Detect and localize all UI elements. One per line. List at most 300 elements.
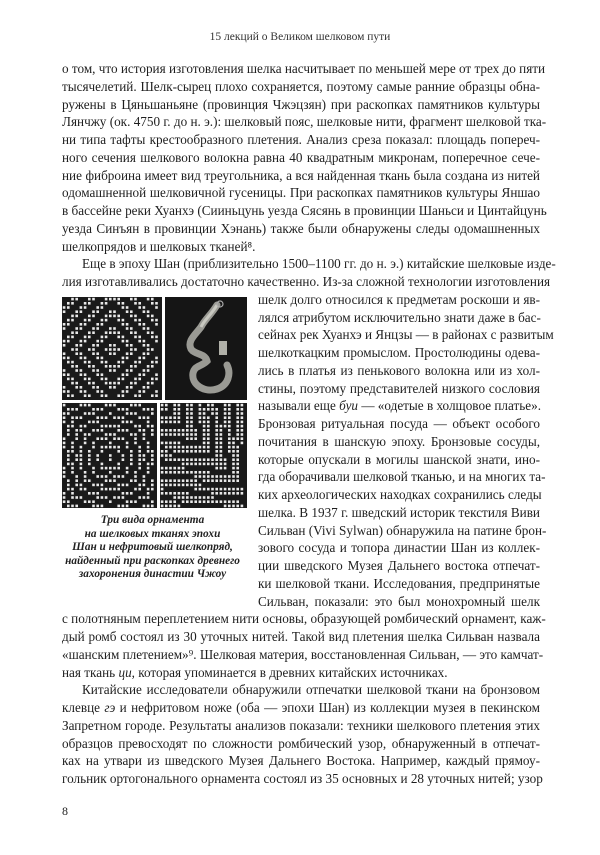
text-line: ная ткань ци, которая упоминается в древних китайских источниках. (62, 664, 448, 680)
pattern-dot (203, 463, 206, 466)
pattern-dot (92, 352, 95, 355)
pattern-dot (126, 412, 129, 415)
pattern-dot (126, 357, 129, 360)
pattern-dot (75, 475, 78, 478)
pattern-dot (194, 496, 197, 499)
pattern-dot (71, 467, 74, 470)
pattern-dot (96, 496, 99, 499)
pattern-dot (228, 408, 231, 411)
pattern-dot (117, 467, 120, 470)
pattern-dot (178, 458, 181, 461)
pattern-dot (143, 369, 146, 372)
pattern-dot (236, 492, 239, 495)
pattern-dot (215, 475, 218, 478)
pattern-dot (236, 475, 239, 478)
pattern-dot (117, 475, 120, 478)
pattern-dot (109, 386, 112, 389)
pattern-dot (88, 378, 91, 381)
pattern-dot (122, 302, 125, 305)
pattern-dot (147, 365, 150, 368)
pattern-dot (88, 365, 91, 368)
pattern-dot (151, 394, 154, 397)
pattern-dot (143, 458, 146, 461)
pattern-dot (80, 344, 83, 347)
pattern-dot (117, 429, 120, 432)
pattern-dot (147, 348, 150, 351)
pattern-dot (186, 408, 189, 411)
pattern-dot (92, 412, 95, 415)
pattern-dot (63, 492, 66, 495)
pattern-dot (182, 500, 185, 503)
pattern-dot (92, 492, 95, 495)
pattern-dot (80, 404, 83, 407)
pattern-dot (80, 425, 83, 428)
pattern-dot (199, 446, 202, 449)
pattern-dot (63, 340, 66, 343)
pattern-dot (232, 492, 235, 495)
pattern-dot (155, 390, 158, 393)
pattern-dot (169, 500, 172, 503)
pattern-dot (215, 492, 218, 495)
pattern-dot (126, 471, 129, 474)
pattern-dot (207, 488, 210, 491)
pattern-dot (105, 425, 108, 428)
pattern-dot (138, 404, 141, 407)
text-line: Запретном городе. Результаты анализов показали: техники шелкового плетения этих (62, 717, 540, 733)
pattern-dot (134, 500, 137, 503)
pattern-dot (207, 425, 210, 428)
pattern-dot (182, 433, 185, 436)
pattern-dot (113, 344, 116, 347)
pattern-dot (228, 425, 231, 428)
pattern-dot (113, 433, 116, 436)
pattern-dot (211, 463, 214, 466)
pattern-dot (67, 454, 70, 457)
pattern-dot (178, 421, 181, 424)
pattern-dot (228, 433, 231, 436)
pattern-dot (105, 394, 108, 397)
pattern-dot (92, 382, 95, 385)
pattern-dot (126, 369, 129, 372)
pattern-dot (75, 310, 78, 313)
pattern-dot (92, 471, 95, 474)
pattern-dot (113, 382, 116, 385)
pattern-dot (113, 348, 116, 351)
pattern-dot (165, 479, 168, 482)
pattern-dot (224, 479, 227, 482)
pattern-dot (88, 458, 91, 461)
pattern-dot (147, 408, 150, 411)
text-line: ного сечения шелкового волокна равна 40 квадратным микронам, поперечное сече- (62, 149, 540, 165)
pattern-dot (186, 433, 189, 436)
pattern-dot (113, 352, 116, 355)
pattern-dot (71, 450, 74, 453)
pattern-dot (71, 348, 74, 351)
pattern-dot (190, 463, 193, 466)
pattern-dot (143, 390, 146, 393)
pattern-dot (126, 323, 129, 326)
pattern-dot (105, 404, 108, 407)
pattern-dot (155, 394, 158, 397)
pattern-dot (194, 484, 197, 487)
pattern-dot (241, 421, 244, 424)
pattern-dot (126, 500, 129, 503)
pattern-dot (138, 454, 141, 457)
pattern-dot (151, 315, 154, 318)
pattern-dot (151, 412, 154, 415)
pattern-dot (117, 365, 120, 368)
pattern-dot (190, 412, 193, 415)
pattern-dot (96, 344, 99, 347)
pattern-dot (190, 425, 193, 428)
pattern-dot (203, 429, 206, 432)
text-line: лялся атрибутом исключительно знати даже в бас- (258, 309, 541, 325)
pattern-dot (117, 484, 120, 487)
pattern-dot (75, 348, 78, 351)
pattern-dot (75, 416, 78, 419)
pattern-dot (96, 386, 99, 389)
pattern-dot (101, 429, 104, 432)
pattern-dot (199, 412, 202, 415)
pattern-dot (75, 454, 78, 457)
pattern-dot (161, 416, 164, 419)
pattern-dot (161, 467, 164, 470)
pattern-dot (96, 369, 99, 372)
pattern-dot (113, 386, 116, 389)
pattern-dot (122, 323, 125, 326)
pattern-dot (178, 484, 181, 487)
pattern-dot (173, 479, 176, 482)
pattern-dot (75, 496, 78, 499)
pattern-dot (224, 412, 227, 415)
pattern-dot (63, 467, 66, 470)
pattern-dot (194, 463, 197, 466)
pattern-dot (101, 394, 104, 397)
pattern-dot (224, 467, 227, 470)
pattern-dot (96, 458, 99, 461)
pattern-dot (151, 458, 154, 461)
pattern-dot (113, 496, 116, 499)
pattern-dot (224, 475, 227, 478)
pattern-dot (186, 429, 189, 432)
text-line: ние фиброина имеет вид треугольника, а вся найденная ткань была создана из нитей (62, 167, 540, 183)
pattern-dot (130, 479, 133, 482)
pattern-dot (134, 471, 137, 474)
pattern-dot (117, 315, 120, 318)
pattern-dot (130, 310, 133, 313)
pattern-dot (122, 429, 125, 432)
pattern-dot (134, 365, 137, 368)
pattern-dot (173, 404, 176, 407)
pattern-dot (96, 352, 99, 355)
pattern-dot (96, 408, 99, 411)
pattern-dot (88, 331, 91, 334)
pattern-dot (75, 365, 78, 368)
pattern-dot (194, 488, 197, 491)
pattern-dot (109, 488, 112, 491)
pattern-dot (71, 336, 74, 339)
pattern-dot (134, 361, 137, 364)
pattern-dot (173, 408, 176, 411)
pattern-dot (224, 404, 227, 407)
pattern-dot (117, 496, 120, 499)
pattern-dot (63, 475, 66, 478)
pattern-dot (113, 437, 116, 440)
pattern-dot (109, 446, 112, 449)
pattern-dot (143, 306, 146, 309)
pattern-dot (228, 446, 231, 449)
pattern-dot (143, 386, 146, 389)
pattern-dot (101, 361, 104, 364)
pattern-dot (80, 429, 83, 432)
pattern-dot (80, 390, 83, 393)
pattern-dot (80, 488, 83, 491)
pattern-dot (80, 467, 83, 470)
pattern-dot (178, 471, 181, 474)
pattern-dot (178, 492, 181, 495)
pattern-dot (241, 433, 244, 436)
pattern-dot (122, 378, 125, 381)
pattern-dot (63, 446, 66, 449)
pattern-dot (117, 408, 120, 411)
pattern-dot (215, 488, 218, 491)
pattern-dot (75, 344, 78, 347)
pattern-dot (63, 500, 66, 503)
pattern-dot (215, 433, 218, 436)
pattern-dot (169, 484, 172, 487)
pattern-dot (199, 484, 202, 487)
pattern-dot (147, 496, 150, 499)
pattern-dot (67, 433, 70, 436)
pattern-dot (199, 421, 202, 424)
pattern-dot (134, 394, 137, 397)
pattern-dot (147, 488, 150, 491)
pattern-dot (165, 500, 168, 503)
pattern-dot (117, 302, 120, 305)
pattern-dot (84, 500, 87, 503)
pattern-dot (105, 298, 108, 301)
pattern-dot (71, 331, 74, 334)
pattern-dot (75, 429, 78, 432)
pattern-dot (224, 505, 227, 508)
pattern-dot (203, 416, 206, 419)
pattern-dot (134, 315, 137, 318)
pattern-dot (220, 429, 223, 432)
pattern-dot (109, 458, 112, 461)
pattern-dot (211, 404, 214, 407)
pattern-dot (138, 488, 141, 491)
pattern-dot (151, 500, 154, 503)
pattern-dot (207, 437, 210, 440)
pattern-dot (138, 425, 141, 428)
pattern-dot (130, 348, 133, 351)
pattern-dot (122, 458, 125, 461)
pattern-dot (109, 327, 112, 330)
pattern-dot (169, 421, 172, 424)
pattern-dot (182, 429, 185, 432)
pattern-dot (211, 500, 214, 503)
pattern-dot (215, 408, 218, 411)
pattern-dot (207, 450, 210, 453)
pattern-dot (138, 340, 141, 343)
pattern-dot (220, 479, 223, 482)
pattern-dot (63, 437, 66, 440)
pattern-dot (143, 496, 146, 499)
pattern-dot (80, 463, 83, 466)
pattern-dot (71, 463, 74, 466)
pattern-dot (96, 454, 99, 457)
pattern-dot (186, 496, 189, 499)
pattern-dot (211, 412, 214, 415)
pattern-dot (151, 361, 154, 364)
pattern-dot (155, 361, 158, 364)
pattern-dot (182, 446, 185, 449)
pattern-dot (207, 500, 210, 503)
pattern-dot (71, 408, 74, 411)
pattern-dot (67, 394, 70, 397)
pattern-dot (173, 496, 176, 499)
pattern-dot (109, 298, 112, 301)
pattern-dot (134, 442, 137, 445)
pattern-dot (101, 302, 104, 305)
pattern-dot (75, 458, 78, 461)
pattern-dot (241, 505, 244, 508)
pattern-dot (75, 331, 78, 334)
pattern-dot (190, 496, 193, 499)
pattern-dot (165, 458, 168, 461)
pattern-dot (232, 500, 235, 503)
pattern-dot (199, 500, 202, 503)
pattern-dot (199, 463, 202, 466)
text-line: Китайские исследователи обнаружили отпечатки шелковой ткани на бронзовом (82, 682, 540, 698)
pattern-dot (67, 378, 70, 381)
pattern-dot (134, 412, 137, 415)
pattern-dot (161, 454, 164, 457)
pattern-dot (143, 340, 146, 343)
ornament-pattern-2 (62, 403, 157, 508)
pattern-dot (169, 442, 172, 445)
caption-line: Три вида орнамента (100, 514, 205, 526)
pattern-dot (71, 361, 74, 364)
pattern-dot (147, 421, 150, 424)
text-line: «шанским плетением»⁹. Шелковая материя, восстановленная Сильван, — это камчат- (62, 646, 544, 662)
pattern-dot (151, 298, 154, 301)
pattern-dot (143, 327, 146, 330)
pattern-dot (109, 382, 112, 385)
pattern-dot (178, 496, 181, 499)
pattern-dot (130, 454, 133, 457)
pattern-dot (67, 408, 70, 411)
text-line: одомашненной шелковичной гусеницы. При раскопках памятников культуры Яншао (62, 185, 540, 201)
pattern-dot (169, 467, 172, 470)
pattern-dot (84, 394, 87, 397)
pattern-dot (88, 412, 91, 415)
pattern-dot (182, 463, 185, 466)
pattern-dot (236, 446, 239, 449)
pattern-dot (63, 373, 66, 376)
pattern-dot (155, 323, 158, 326)
text-line: Сильван (Vivi Sylwan) обнаружила на патине брон- (258, 522, 547, 538)
pattern-dot (190, 408, 193, 411)
pattern-dot (151, 454, 154, 457)
pattern-dot (173, 442, 176, 445)
pattern-dot (147, 327, 150, 330)
pattern-dot (220, 467, 223, 470)
pattern-dot (109, 412, 112, 415)
pattern-dot (122, 408, 125, 411)
pattern-dot (75, 433, 78, 436)
pattern-dot (117, 331, 120, 334)
pattern-dot (138, 416, 141, 419)
pattern-dot (71, 446, 74, 449)
pattern-dot (173, 433, 176, 436)
pattern-dot (173, 429, 176, 432)
pattern-dot (96, 492, 99, 495)
jade-silkworm-photo (165, 297, 247, 400)
pattern-dot (220, 488, 223, 491)
pattern-dot (236, 425, 239, 428)
pattern-dot (232, 505, 235, 508)
pattern-dot (147, 446, 150, 449)
pattern-dot (147, 416, 150, 419)
pattern-dot (178, 404, 181, 407)
pattern-dot (117, 348, 120, 351)
text-line: шелк долго относился к предметам роскоши и яв- (258, 291, 540, 307)
pattern-dot (92, 484, 95, 487)
pattern-dot (161, 429, 164, 432)
text-line: Сильван, показали: это был монохромный шелк (258, 593, 540, 609)
pattern-dot (186, 458, 189, 461)
pattern-dot (211, 496, 214, 499)
pattern-dot (194, 458, 197, 461)
pattern-dot (101, 425, 104, 428)
pattern-dot (75, 327, 78, 330)
pattern-dot (207, 446, 210, 449)
pattern-dot (190, 433, 193, 436)
pattern-dot (88, 479, 91, 482)
pattern-dot (88, 394, 91, 397)
pattern-dot (122, 357, 125, 360)
pattern-dot (71, 471, 74, 474)
pattern-dot (161, 500, 164, 503)
pattern-dot (75, 479, 78, 482)
pattern-dot (232, 450, 235, 453)
pattern-dot (80, 327, 83, 330)
pattern-dot (211, 475, 214, 478)
pattern-dot (220, 463, 223, 466)
pattern-dot (151, 348, 154, 351)
pattern-dot (236, 421, 239, 424)
pattern-dot (215, 416, 218, 419)
pattern-dot (101, 357, 104, 360)
pattern-dot (161, 408, 164, 411)
pattern-dot (71, 505, 74, 508)
pattern-dot (80, 373, 83, 376)
pattern-dot (194, 450, 197, 453)
pattern-dot (220, 492, 223, 495)
pattern-dot (203, 437, 206, 440)
pattern-dot (178, 429, 181, 432)
pattern-dot (138, 319, 141, 322)
pattern-dot (147, 425, 150, 428)
pattern-dot (113, 488, 116, 491)
pattern-dot (63, 442, 66, 445)
pattern-dot (173, 505, 176, 508)
pattern-dot (117, 336, 120, 339)
pattern-dot (138, 446, 141, 449)
pattern-dot (143, 429, 146, 432)
pattern-dot (147, 492, 150, 495)
